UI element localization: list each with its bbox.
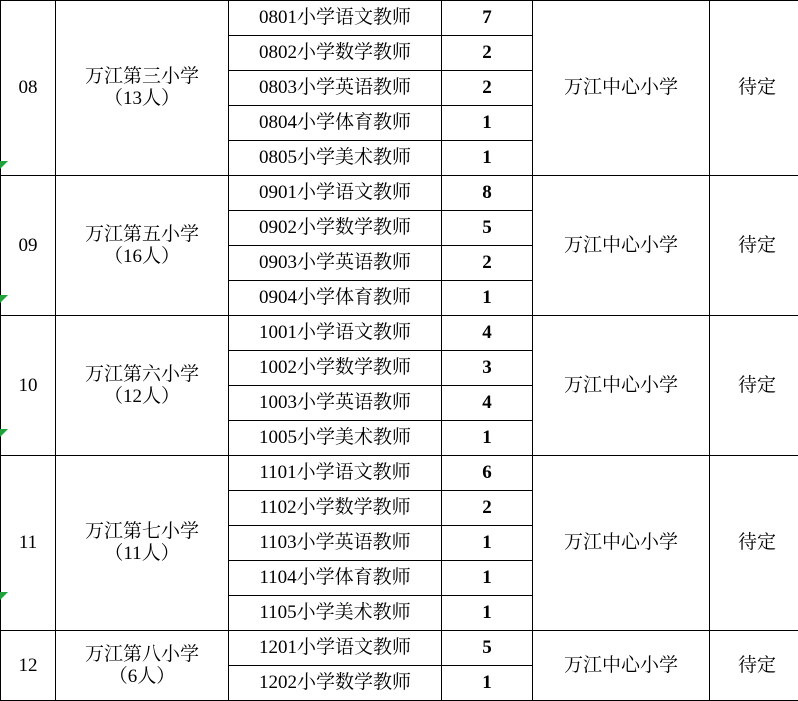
- post-name-cell: 0902小学数学教师: [229, 211, 442, 246]
- status-cell: 待定: [710, 631, 798, 701]
- post-count-cell: 2: [442, 491, 533, 526]
- post-count-cell: 2: [442, 36, 533, 71]
- post-count-cell: 1: [442, 281, 533, 316]
- post-count-cell: 1: [442, 596, 533, 631]
- school-name-cell: [56, 631, 229, 701]
- post-count-cell: 7: [442, 1, 533, 36]
- post-count-cell: 1: [442, 666, 533, 701]
- row-number-cell: 10: [1, 316, 56, 456]
- post-count-cell: 4: [442, 316, 533, 351]
- post-name-cell: 0805小学美术教师: [229, 141, 442, 176]
- post-name-cell: 1001小学语文教师: [229, 316, 442, 351]
- school-name-line: （12人）: [56, 386, 228, 408]
- school-name-line: 万江第七小学: [56, 521, 228, 543]
- school-name-line: （16人）: [56, 246, 228, 268]
- school-name-line: 万江第六小学: [56, 364, 228, 386]
- school-name-cell: [56, 176, 229, 316]
- post-count-cell: 5: [442, 211, 533, 246]
- school-name-line: 万江第三小学: [56, 66, 228, 88]
- school-name-line: 万江第五小学: [56, 224, 228, 246]
- post-count-cell: 2: [442, 71, 533, 106]
- post-count-cell: 6: [442, 456, 533, 491]
- post-name-cell: 0904小学体育教师: [229, 281, 442, 316]
- post-name-cell: 0804小学体育教师: [229, 106, 442, 141]
- post-count-cell: 5: [442, 631, 533, 666]
- post-name-cell: 1005小学美术教师: [229, 421, 442, 456]
- table-row: [1, 456, 798, 491]
- post-name-cell: 1103小学英语教师: [229, 526, 442, 561]
- post-name-cell: 0903小学英语教师: [229, 246, 442, 281]
- row-number-cell: 11: [1, 456, 56, 631]
- post-name-cell: 1002小学数学教师: [229, 351, 442, 386]
- school-name-line: 万江第八小学: [56, 644, 228, 666]
- managing-unit-cell: 万江中心小学: [533, 1, 710, 176]
- post-name-cell: 0802小学数学教师: [229, 36, 442, 71]
- post-name-cell: 0801小学语文教师: [229, 1, 442, 36]
- row-number-cell: 08: [1, 1, 56, 176]
- status-cell: 待定: [710, 1, 798, 176]
- row-number-cell: 12: [1, 631, 56, 701]
- table-body: [1, 1, 798, 701]
- table-row: [1, 1, 798, 36]
- status-cell: 待定: [710, 456, 798, 631]
- post-name-cell: 1101小学语文教师: [229, 456, 442, 491]
- school-name-line: （11人）: [56, 543, 228, 565]
- table-row: [1, 176, 798, 211]
- post-name-cell: 1201小学语文教师: [229, 631, 442, 666]
- post-count-cell: 1: [442, 421, 533, 456]
- post-count-cell: 1: [442, 141, 533, 176]
- post-count-cell: 8: [442, 176, 533, 211]
- school-name-cell: [56, 1, 229, 176]
- table-row: [1, 316, 798, 351]
- managing-unit-cell: 万江中心小学: [533, 176, 710, 316]
- row-number-cell: 09: [1, 176, 56, 316]
- post-count-cell: 4: [442, 386, 533, 421]
- school-name-cell: [56, 316, 229, 456]
- post-name-cell: 1202小学数学教师: [229, 666, 442, 701]
- school-name-line: （13人）: [56, 88, 228, 110]
- post-name-cell: 1104小学体育教师: [229, 561, 442, 596]
- school-name-line: （6人）: [56, 666, 228, 688]
- status-cell: 待定: [710, 316, 798, 456]
- post-name-cell: 1003小学英语教师: [229, 386, 442, 421]
- managing-unit-cell: 万江中心小学: [533, 456, 710, 631]
- post-count-cell: 1: [442, 526, 533, 561]
- managing-unit-cell: 万江中心小学: [533, 316, 710, 456]
- managing-unit-cell: 万江中心小学: [533, 631, 710, 701]
- post-name-cell: 0803小学英语教师: [229, 71, 442, 106]
- status-cell: 待定: [710, 176, 798, 316]
- post-count-cell: 3: [442, 351, 533, 386]
- school-name-cell: [56, 456, 229, 631]
- post-count-cell: 2: [442, 246, 533, 281]
- post-count-cell: 1: [442, 106, 533, 141]
- post-name-cell: 0901小学语文教师: [229, 176, 442, 211]
- table-row: [1, 631, 798, 666]
- post-name-cell: 1105小学美术教师: [229, 596, 442, 631]
- post-name-cell: 1102小学数学教师: [229, 491, 442, 526]
- post-count-cell: 1: [442, 561, 533, 596]
